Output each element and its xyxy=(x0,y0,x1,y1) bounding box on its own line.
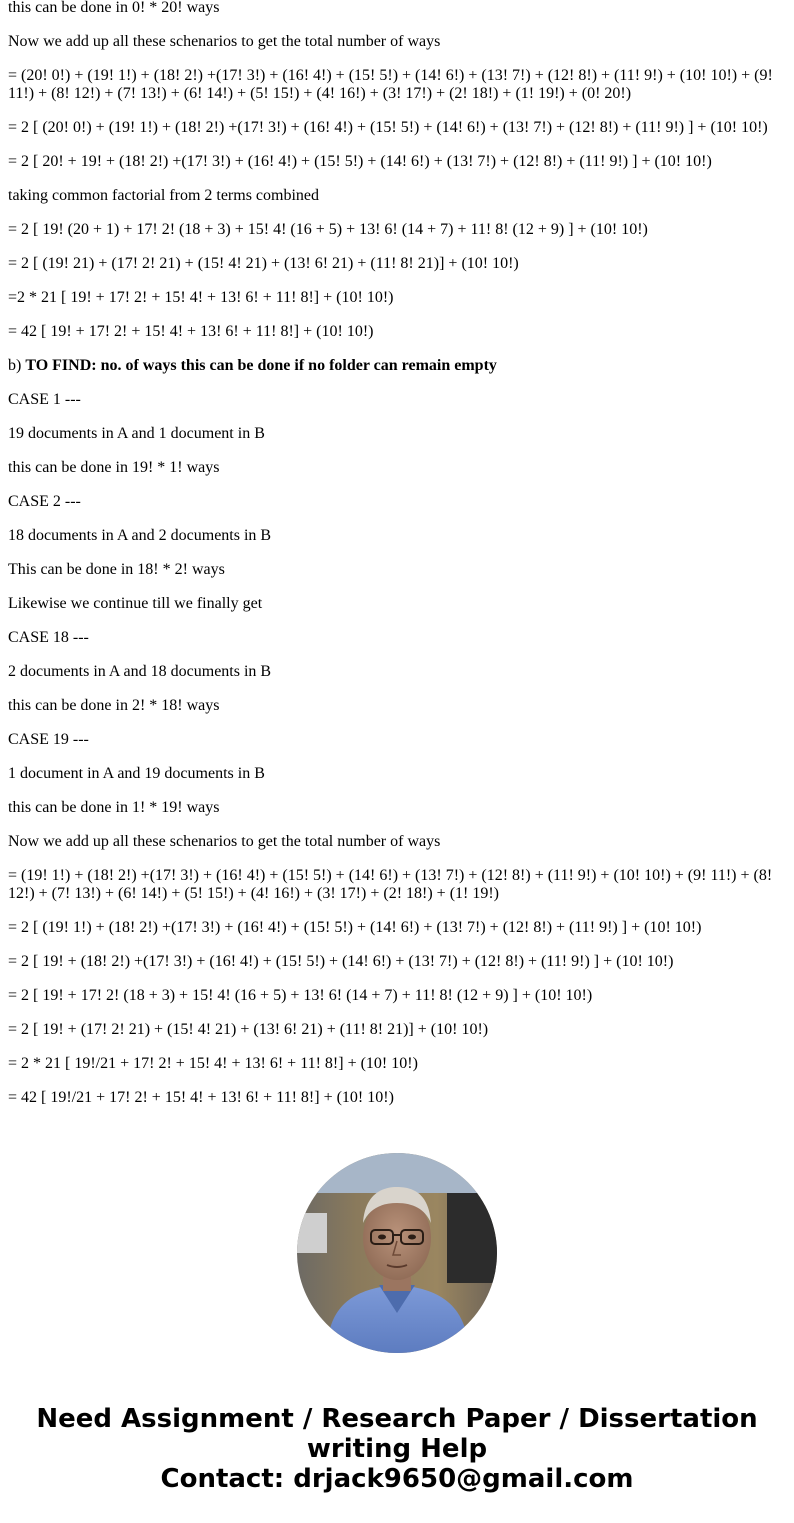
case-label: CASE 18 --- xyxy=(8,629,89,646)
text-line: Now we add up all these schenarios to get the total number of ways xyxy=(8,833,441,850)
text-line: 18 documents in A and 2 documents in B xyxy=(8,527,272,544)
promo-contact: Contact: drjack9650@gmail.com xyxy=(160,1464,634,1494)
equation-line: = 42 [ 19!/21 + 17! 2! + 15! 4! + 13! 6! + 11! 8!] + (10! 10!) xyxy=(8,1089,394,1106)
case-label: CASE 2 --- xyxy=(8,493,81,510)
equation-line: =2 * 21 [ 19! + 17! 2! + 15! 4! + 13! 6! + 11! 8!] + (10! 10!) xyxy=(8,289,394,306)
author-photo-icon xyxy=(297,1153,497,1353)
part-b-prefix: b) xyxy=(8,357,26,374)
text-line: this can be done in 0! * 20! ways xyxy=(8,0,220,16)
equation-line: = 2 [ 19! + (18! 2!) +(17! 3!) + (16! 4!) + (15! 5!) + (14! 6!) + (13! 7!) + (12! 8!) + (11! 9!) ] + (10! 10!) xyxy=(8,953,674,970)
equation-line: = (20! 0!) + (19! 1!) + (18! 2!) +(17! 3!) + (16! 4!) + (15! 5!) + (14! 6!) + (13! 7!) + (12! 8!) + (11! 9!) + (10! 10!) + (9! 11!) + (8! 12!) + (7! 13!) + (6! 14!) + (5! 15!) + (4! 16!) + (3! 17!) + (2! 18!) + (1! 19!) + (0! 20!) xyxy=(8,67,773,102)
text-line: this can be done in 19! * 1! ways xyxy=(8,459,220,476)
case-label: CASE 1 --- xyxy=(8,391,81,408)
text-line: Likewise we continue till we finally get xyxy=(8,595,263,612)
text-line: 1 document in A and 19 documents in B xyxy=(8,765,265,782)
equation-line: = 2 [ 20! + 19! + (18! 2!) +(17! 3!) + (16! 4!) + (15! 5!) + (14! 6!) + (13! 7!) + (12! 8!) + (11! 9!) ] + (10! 10!) xyxy=(8,153,712,170)
text-line: taking common factorial from 2 terms combined xyxy=(8,187,320,204)
text-line: Now we add up all these schenarios to get the total number of ways xyxy=(8,33,441,50)
equation-line: = 2 [ (19! 1!) + (18! 2!) +(17! 3!) + (16! 4!) + (15! 5!) + (14! 6!) + (13! 7!) + (12! 8!) + (11! 9!) ] + (10! 10!) xyxy=(8,919,702,936)
equation-line: = (19! 1!) + (18! 2!) +(17! 3!) + (16! 4!) + (15! 5!) + (14! 6!) + (13! 7!) + (12! 8!) + (11! 9!) + (10! 10!) + (9! 11!) + (8! 12!) + (7! 13!) + (6! 14!) + (5! 15!) + (4! 16!) + (3! 17!) + (2! 18!) + (1! 19!) xyxy=(8,867,773,902)
promo-banner xyxy=(0,1404,794,1494)
part-b-heading xyxy=(8,357,786,375)
text-line: This can be done in 18! * 2! ways xyxy=(8,561,225,578)
equation-line: = 2 * 21 [ 19!/21 + 17! 2! + 15! 4! + 13! 6! + 11! 8!] + (10! 10!) xyxy=(8,1055,418,1072)
equation-line: = 2 [ 19! + (17! 2! 21) + (15! 4! 21) + (13! 6! 21) + (11! 8! 21)] + (10! 10!) xyxy=(8,1021,489,1038)
equation-line: = 42 [ 19! + 17! 2! + 15! 4! + 13! 6! + 11! 8!] + (10! 10!) xyxy=(8,323,374,340)
equation-line: = 2 [ (20! 0!) + (19! 1!) + (18! 2!) +(17! 3!) + (16! 4!) + (15! 5!) + (14! 6!) + (13! 7!) + (12! 8!) + (11! 9!) ] + (10! 10!) xyxy=(8,119,768,136)
solution-document xyxy=(8,0,786,1123)
promo-line: Need Assignment / Research Paper / Dissertation xyxy=(36,1404,758,1434)
text-line: this can be done in 1! * 19! ways xyxy=(8,799,220,816)
equation-line: = 2 [ 19! + 17! 2! (18 + 3) + 15! 4! (16 + 5) + 13! 6! (14 + 7) + 11! 8! (12 + 9) ] + (10! 10!) xyxy=(8,987,593,1004)
case-label: CASE 19 --- xyxy=(8,731,89,748)
text-line: this can be done in 2! * 18! ways xyxy=(8,697,220,714)
equation-line: = 2 [ (19! 21) + (17! 2! 21) + (15! 4! 21) + (13! 6! 21) + (11! 8! 21)] + (10! 10!) xyxy=(8,255,519,272)
equation-line: = 2 [ 19! (20 + 1) + 17! 2! (18 + 3) + 15! 4! (16 + 5) + 13! 6! (14 + 7) + 11! 8! (12 + 9) ] + (10! 10!) xyxy=(8,221,648,238)
text-line: 19 documents in A and 1 document in B xyxy=(8,425,265,442)
part-b-title: TO FIND: no. of ways this can be done if no folder can remain empty xyxy=(25,357,497,374)
promo-line: writing Help xyxy=(306,1434,488,1464)
text-line: 2 documents in A and 18 documents in B xyxy=(8,663,272,680)
